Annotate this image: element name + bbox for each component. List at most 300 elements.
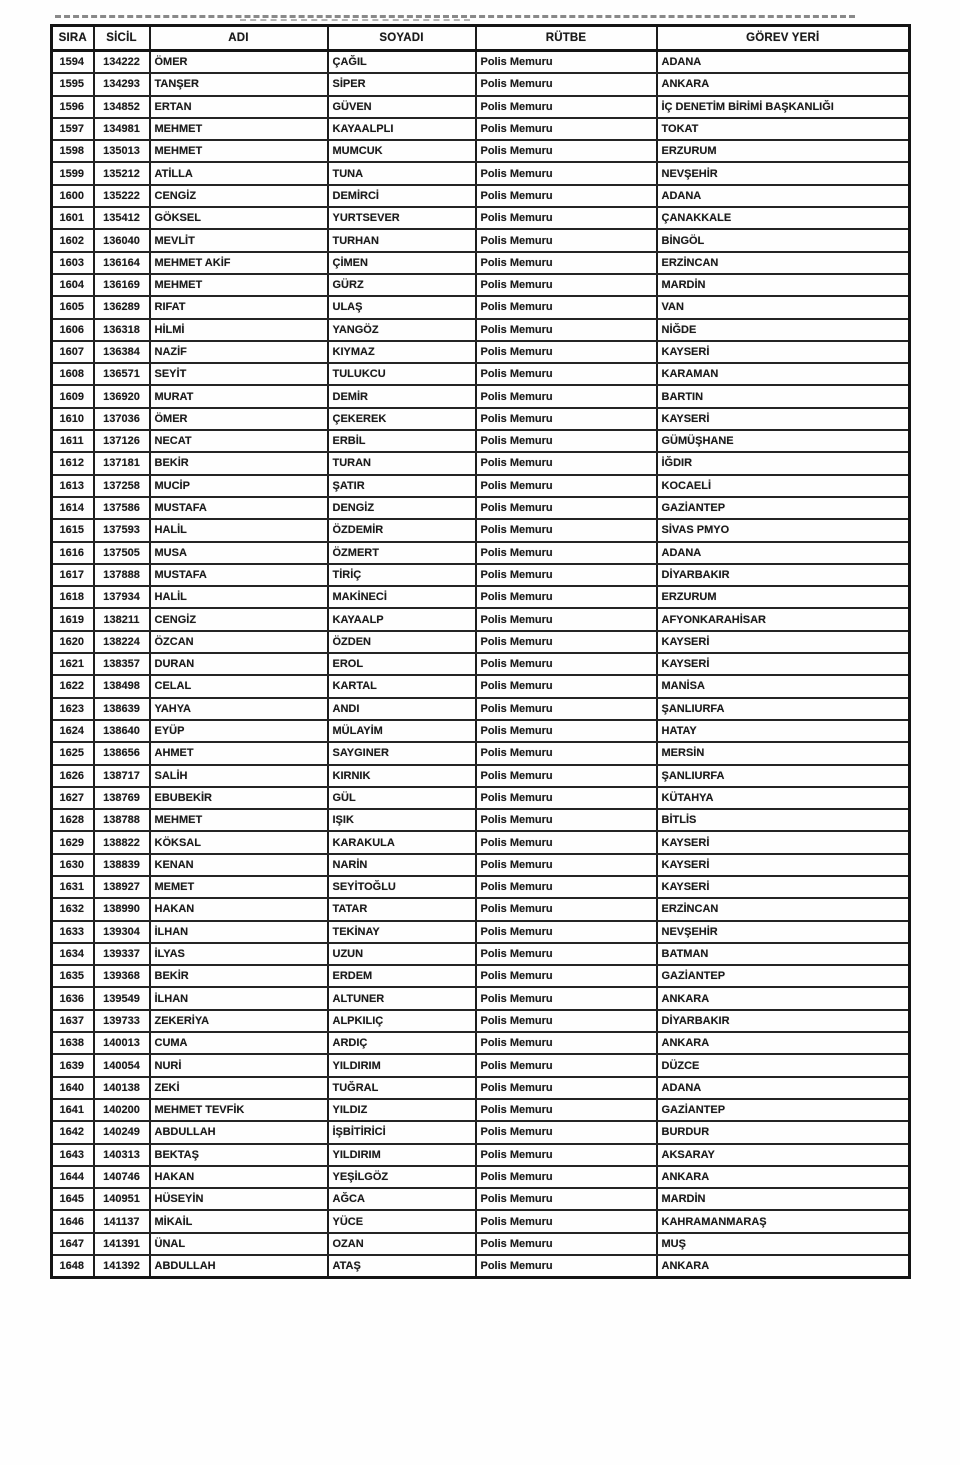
cell-sira: 1602 bbox=[52, 229, 94, 251]
cell-gorev-yeri: MUŞ bbox=[657, 1233, 910, 1255]
table-row bbox=[52, 319, 910, 341]
cell-gorev-yeri: KAYSERİ bbox=[657, 408, 910, 430]
cell-gorev-yeri: DİYARBAKIR bbox=[657, 564, 910, 586]
cell-adi: SEYİT bbox=[150, 363, 328, 385]
cell-sicil: 139368 bbox=[94, 965, 150, 987]
cell-adi: MEMET bbox=[150, 876, 328, 898]
cell-sira: 1639 bbox=[52, 1054, 94, 1076]
cell-adi: GÖKSEL bbox=[150, 207, 328, 229]
table-row bbox=[52, 185, 910, 207]
cell-rutbe: Polis Memuru bbox=[476, 1032, 657, 1054]
cell-sira: 1628 bbox=[52, 809, 94, 831]
cell-sira: 1627 bbox=[52, 787, 94, 809]
column-header-adi: ADI bbox=[150, 26, 328, 51]
cell-soyadi: TATAR bbox=[328, 898, 476, 920]
cell-soyadi: YANGÖZ bbox=[328, 319, 476, 341]
cell-rutbe: Polis Memuru bbox=[476, 586, 657, 608]
cell-sira: 1635 bbox=[52, 965, 94, 987]
cell-adi: NURİ bbox=[150, 1054, 328, 1076]
cell-soyadi: ALTUNER bbox=[328, 987, 476, 1009]
cell-gorev-yeri: ERZURUM bbox=[657, 586, 910, 608]
cell-soyadi: YEŞİLGÖZ bbox=[328, 1166, 476, 1188]
cell-adi: ÜNAL bbox=[150, 1233, 328, 1255]
cell-soyadi: ARDIÇ bbox=[328, 1032, 476, 1054]
cell-adi: NECAT bbox=[150, 430, 328, 452]
cell-sicil: 138717 bbox=[94, 765, 150, 787]
cell-sira: 1597 bbox=[52, 118, 94, 140]
cell-adi: MUSTAFA bbox=[150, 497, 328, 519]
cell-soyadi: AĞCA bbox=[328, 1188, 476, 1210]
cell-adi: ÖMER bbox=[150, 51, 328, 74]
cell-sicil: 134293 bbox=[94, 73, 150, 95]
cell-sicil: 137036 bbox=[94, 408, 150, 430]
cell-sicil: 140013 bbox=[94, 1032, 150, 1054]
cell-gorev-yeri: ADANA bbox=[657, 1077, 910, 1099]
cell-rutbe: Polis Memuru bbox=[476, 675, 657, 697]
cell-gorev-yeri: KAYSERİ bbox=[657, 854, 910, 876]
cell-adi: ZEKİ bbox=[150, 1077, 328, 1099]
cell-adi: HİLMİ bbox=[150, 319, 328, 341]
cell-gorev-yeri: DİYARBAKIR bbox=[657, 1010, 910, 1032]
cell-soyadi: TUNA bbox=[328, 162, 476, 184]
table-row bbox=[52, 698, 910, 720]
cell-rutbe: Polis Memuru bbox=[476, 1233, 657, 1255]
cell-rutbe: Polis Memuru bbox=[476, 274, 657, 296]
cell-gorev-yeri: KOCAELİ bbox=[657, 475, 910, 497]
table-row bbox=[52, 542, 910, 564]
table-row bbox=[52, 497, 910, 519]
table-row bbox=[52, 162, 910, 184]
column-header-gorev-yeri: GÖREV YERİ bbox=[657, 26, 910, 51]
table-row bbox=[52, 943, 910, 965]
table-row bbox=[52, 252, 910, 274]
cell-soyadi: YURTSEVER bbox=[328, 207, 476, 229]
cell-adi: BEKTAŞ bbox=[150, 1144, 328, 1166]
cell-sicil: 140313 bbox=[94, 1144, 150, 1166]
cell-sira: 1595 bbox=[52, 73, 94, 95]
table-row bbox=[52, 296, 910, 318]
cell-gorev-yeri: ANKARA bbox=[657, 987, 910, 1009]
cell-adi: İLYAS bbox=[150, 943, 328, 965]
cell-rutbe: Polis Memuru bbox=[476, 1188, 657, 1210]
cell-rutbe: Polis Memuru bbox=[476, 921, 657, 943]
cell-soyadi: KAYAALPLI bbox=[328, 118, 476, 140]
cell-soyadi: TUĞRAL bbox=[328, 1077, 476, 1099]
cell-sicil: 138839 bbox=[94, 854, 150, 876]
cell-rutbe: Polis Memuru bbox=[476, 831, 657, 853]
cell-gorev-yeri: SİVAS PMYO bbox=[657, 519, 910, 541]
cell-rutbe: Polis Memuru bbox=[476, 742, 657, 764]
cell-adi: MURAT bbox=[150, 385, 328, 407]
cell-soyadi: EROL bbox=[328, 653, 476, 675]
cell-gorev-yeri: KAHRAMANMARAŞ bbox=[657, 1210, 910, 1232]
cell-sicil: 137126 bbox=[94, 430, 150, 452]
cell-rutbe: Polis Memuru bbox=[476, 296, 657, 318]
cell-rutbe: Polis Memuru bbox=[476, 1010, 657, 1032]
cell-sicil: 140054 bbox=[94, 1054, 150, 1076]
cell-adi: MİKAİL bbox=[150, 1210, 328, 1232]
cell-rutbe: Polis Memuru bbox=[476, 140, 657, 162]
cell-gorev-yeri: KÜTAHYA bbox=[657, 787, 910, 809]
cell-sira: 1596 bbox=[52, 96, 94, 118]
cell-adi: BEKİR bbox=[150, 452, 328, 474]
cell-sira: 1620 bbox=[52, 631, 94, 653]
table-row bbox=[52, 987, 910, 1009]
cell-rutbe: Polis Memuru bbox=[476, 698, 657, 720]
cell-adi: ABDULLAH bbox=[150, 1121, 328, 1143]
cell-adi: MEVLİT bbox=[150, 229, 328, 251]
cell-sicil: 140951 bbox=[94, 1188, 150, 1210]
cell-gorev-yeri: ANKARA bbox=[657, 73, 910, 95]
cell-soyadi: İŞBİTİRİCİ bbox=[328, 1121, 476, 1143]
cell-adi: MEHMET AKİF bbox=[150, 252, 328, 274]
table-row bbox=[52, 1233, 910, 1255]
cell-soyadi: ERDEM bbox=[328, 965, 476, 987]
cell-sicil: 138990 bbox=[94, 898, 150, 920]
table-row bbox=[52, 608, 910, 630]
cell-adi: RIFAT bbox=[150, 296, 328, 318]
cell-adi: CUMA bbox=[150, 1032, 328, 1054]
cell-rutbe: Polis Memuru bbox=[476, 898, 657, 920]
cell-sicil: 140200 bbox=[94, 1099, 150, 1121]
cell-gorev-yeri: BİTLİS bbox=[657, 809, 910, 831]
cell-rutbe: Polis Memuru bbox=[476, 608, 657, 630]
table-row bbox=[52, 564, 910, 586]
cell-adi: BEKİR bbox=[150, 965, 328, 987]
table-row bbox=[52, 586, 910, 608]
cell-soyadi: KIYMAZ bbox=[328, 341, 476, 363]
cell-soyadi: ALPKILIÇ bbox=[328, 1010, 476, 1032]
cell-gorev-yeri: NEVŞEHİR bbox=[657, 921, 910, 943]
cell-rutbe: Polis Memuru bbox=[476, 452, 657, 474]
cell-gorev-yeri: GÜMÜŞHANE bbox=[657, 430, 910, 452]
cell-sira: 1632 bbox=[52, 898, 94, 920]
cell-adi: ATİLLA bbox=[150, 162, 328, 184]
cell-rutbe: Polis Memuru bbox=[476, 207, 657, 229]
cell-gorev-yeri: ANKARA bbox=[657, 1166, 910, 1188]
cell-sicil: 141392 bbox=[94, 1255, 150, 1278]
table-row bbox=[52, 1166, 910, 1188]
cell-sira: 1603 bbox=[52, 252, 94, 274]
cell-adi: MUSA bbox=[150, 542, 328, 564]
cell-sicil: 138357 bbox=[94, 653, 150, 675]
cell-gorev-yeri: BURDUR bbox=[657, 1121, 910, 1143]
cell-sira: 1630 bbox=[52, 854, 94, 876]
table-row bbox=[52, 118, 910, 140]
personnel-table bbox=[50, 24, 911, 1279]
cell-sicil: 136164 bbox=[94, 252, 150, 274]
cell-rutbe: Polis Memuru bbox=[476, 51, 657, 74]
cell-rutbe: Polis Memuru bbox=[476, 1144, 657, 1166]
cell-sicil: 136169 bbox=[94, 274, 150, 296]
table-row bbox=[52, 1010, 910, 1032]
cell-sicil: 137586 bbox=[94, 497, 150, 519]
cell-rutbe: Polis Memuru bbox=[476, 720, 657, 742]
cell-soyadi: ÖZMERT bbox=[328, 542, 476, 564]
cell-sira: 1609 bbox=[52, 385, 94, 407]
cell-adi: HAKAN bbox=[150, 898, 328, 920]
cell-sira: 1644 bbox=[52, 1166, 94, 1188]
cell-sicil: 134981 bbox=[94, 118, 150, 140]
cell-gorev-yeri: VAN bbox=[657, 296, 910, 318]
cell-rutbe: Polis Memuru bbox=[476, 1054, 657, 1076]
cell-rutbe: Polis Memuru bbox=[476, 542, 657, 564]
cell-soyadi: ULAŞ bbox=[328, 296, 476, 318]
cell-soyadi: DENGİZ bbox=[328, 497, 476, 519]
cell-sira: 1641 bbox=[52, 1099, 94, 1121]
cell-sicil: 136384 bbox=[94, 341, 150, 363]
cell-adi: EYÜP bbox=[150, 720, 328, 742]
cell-rutbe: Polis Memuru bbox=[476, 1210, 657, 1232]
table-row bbox=[52, 96, 910, 118]
cell-rutbe: Polis Memuru bbox=[476, 475, 657, 497]
cell-sira: 1646 bbox=[52, 1210, 94, 1232]
cell-sicil: 137593 bbox=[94, 519, 150, 541]
table-row bbox=[52, 742, 910, 764]
cell-sira: 1613 bbox=[52, 475, 94, 497]
cell-adi: DURAN bbox=[150, 653, 328, 675]
cell-soyadi: YÜCE bbox=[328, 1210, 476, 1232]
cell-adi: ZEKERİYA bbox=[150, 1010, 328, 1032]
cell-sicil: 139304 bbox=[94, 921, 150, 943]
table-header-row bbox=[52, 26, 910, 51]
table-row bbox=[52, 519, 910, 541]
cell-gorev-yeri: ANKARA bbox=[657, 1032, 910, 1054]
cell-sicil: 136920 bbox=[94, 385, 150, 407]
cell-gorev-yeri: KAYSERİ bbox=[657, 341, 910, 363]
cell-sira: 1616 bbox=[52, 542, 94, 564]
cell-adi: CENGİZ bbox=[150, 185, 328, 207]
cell-gorev-yeri: GAZİANTEP bbox=[657, 497, 910, 519]
table-row bbox=[52, 876, 910, 898]
cell-sira: 1611 bbox=[52, 430, 94, 452]
cell-soyadi: KIRNIK bbox=[328, 765, 476, 787]
cell-gorev-yeri: MARDİN bbox=[657, 1188, 910, 1210]
table-row bbox=[52, 1121, 910, 1143]
cell-gorev-yeri: ADANA bbox=[657, 185, 910, 207]
cell-sicil: 136289 bbox=[94, 296, 150, 318]
cell-gorev-yeri: KAYSERİ bbox=[657, 631, 910, 653]
cell-rutbe: Polis Memuru bbox=[476, 185, 657, 207]
cell-sicil: 138224 bbox=[94, 631, 150, 653]
cell-soyadi: NARİN bbox=[328, 854, 476, 876]
cell-gorev-yeri: KARAMAN bbox=[657, 363, 910, 385]
cell-rutbe: Polis Memuru bbox=[476, 1077, 657, 1099]
cell-sira: 1608 bbox=[52, 363, 94, 385]
cell-gorev-yeri: BATMAN bbox=[657, 943, 910, 965]
cell-gorev-yeri: KAYSERİ bbox=[657, 831, 910, 853]
cell-adi: MEHMET TEVFİK bbox=[150, 1099, 328, 1121]
table-row bbox=[52, 809, 910, 831]
cell-gorev-yeri: BİNGÖL bbox=[657, 229, 910, 251]
cell-adi: CELAL bbox=[150, 675, 328, 697]
cell-adi: KENAN bbox=[150, 854, 328, 876]
cell-sira: 1607 bbox=[52, 341, 94, 363]
cell-sicil: 141137 bbox=[94, 1210, 150, 1232]
cell-sira: 1610 bbox=[52, 408, 94, 430]
cell-soyadi: TULUKCU bbox=[328, 363, 476, 385]
cell-gorev-yeri: ŞANLIURFA bbox=[657, 765, 910, 787]
cell-soyadi: ERBİL bbox=[328, 430, 476, 452]
cell-adi: ERTAN bbox=[150, 96, 328, 118]
cell-rutbe: Polis Memuru bbox=[476, 1166, 657, 1188]
cell-gorev-yeri: MERSİN bbox=[657, 742, 910, 764]
cell-soyadi: GÜL bbox=[328, 787, 476, 809]
cell-soyadi: ŞATIR bbox=[328, 475, 476, 497]
cell-adi: ÖZCAN bbox=[150, 631, 328, 653]
table-row bbox=[52, 430, 910, 452]
cell-sira: 1623 bbox=[52, 698, 94, 720]
cell-rutbe: Polis Memuru bbox=[476, 341, 657, 363]
cell-sicil: 137505 bbox=[94, 542, 150, 564]
cell-sira: 1640 bbox=[52, 1077, 94, 1099]
cell-sira: 1605 bbox=[52, 296, 94, 318]
table-row bbox=[52, 1054, 910, 1076]
cell-rutbe: Polis Memuru bbox=[476, 430, 657, 452]
cell-sira: 1601 bbox=[52, 207, 94, 229]
cell-gorev-yeri: ERZİNCAN bbox=[657, 252, 910, 274]
cell-adi: NAZİF bbox=[150, 341, 328, 363]
table-row bbox=[52, 675, 910, 697]
cell-adi: İLHAN bbox=[150, 921, 328, 943]
cell-soyadi: ÖZDEN bbox=[328, 631, 476, 653]
cell-rutbe: Polis Memuru bbox=[476, 1099, 657, 1121]
cell-sicil: 136571 bbox=[94, 363, 150, 385]
cell-gorev-yeri: HATAY bbox=[657, 720, 910, 742]
cell-sira: 1619 bbox=[52, 608, 94, 630]
table-row bbox=[52, 1032, 910, 1054]
scan-artifact-line bbox=[55, 15, 855, 18]
cell-sira: 1645 bbox=[52, 1188, 94, 1210]
cell-soyadi: ÇAĞIL bbox=[328, 51, 476, 74]
cell-sira: 1625 bbox=[52, 742, 94, 764]
cell-gorev-yeri: TOKAT bbox=[657, 118, 910, 140]
cell-soyadi: MAKİNECİ bbox=[328, 586, 476, 608]
cell-rutbe: Polis Memuru bbox=[476, 497, 657, 519]
scan-artifact-line bbox=[240, 19, 470, 21]
cell-adi: TANŞER bbox=[150, 73, 328, 95]
cell-rutbe: Polis Memuru bbox=[476, 229, 657, 251]
column-header-sira: SIRA bbox=[52, 26, 94, 51]
table-row bbox=[52, 363, 910, 385]
cell-gorev-yeri: GAZİANTEP bbox=[657, 965, 910, 987]
cell-soyadi: OZAN bbox=[328, 1233, 476, 1255]
table-row bbox=[52, 898, 910, 920]
table-row bbox=[52, 921, 910, 943]
cell-soyadi: KAYAALP bbox=[328, 608, 476, 630]
cell-sicil: 140138 bbox=[94, 1077, 150, 1099]
table-row bbox=[52, 1099, 910, 1121]
cell-soyadi: ÖZDEMİR bbox=[328, 519, 476, 541]
cell-sira: 1629 bbox=[52, 831, 94, 853]
cell-sira: 1638 bbox=[52, 1032, 94, 1054]
cell-soyadi: YILDIRIM bbox=[328, 1054, 476, 1076]
cell-soyadi: KARAKULA bbox=[328, 831, 476, 853]
cell-soyadi: IŞIK bbox=[328, 809, 476, 831]
cell-sicil: 138639 bbox=[94, 698, 150, 720]
table-row bbox=[52, 831, 910, 853]
cell-rutbe: Polis Memuru bbox=[476, 408, 657, 430]
cell-gorev-yeri: MARDİN bbox=[657, 274, 910, 296]
cell-adi: HAKAN bbox=[150, 1166, 328, 1188]
cell-gorev-yeri: ADANA bbox=[657, 51, 910, 74]
table-row bbox=[52, 274, 910, 296]
cell-adi: MEHMET bbox=[150, 118, 328, 140]
cell-sicil: 138211 bbox=[94, 608, 150, 630]
cell-rutbe: Polis Memuru bbox=[476, 319, 657, 341]
cell-sira: 1598 bbox=[52, 140, 94, 162]
cell-adi: MUCİP bbox=[150, 475, 328, 497]
column-header-sicil: SİCİL bbox=[94, 26, 150, 51]
cell-adi: HÜSEYİN bbox=[150, 1188, 328, 1210]
cell-sicil: 138498 bbox=[94, 675, 150, 697]
cell-soyadi: TURAN bbox=[328, 452, 476, 474]
cell-sicil: 139549 bbox=[94, 987, 150, 1009]
table-row bbox=[52, 51, 910, 74]
cell-soyadi: SEYİTOĞLU bbox=[328, 876, 476, 898]
cell-sicil: 137934 bbox=[94, 586, 150, 608]
column-header-soyadi: SOYADI bbox=[328, 26, 476, 51]
table-row bbox=[52, 854, 910, 876]
cell-gorev-yeri: NİĞDE bbox=[657, 319, 910, 341]
cell-rutbe: Polis Memuru bbox=[476, 653, 657, 675]
cell-soyadi: GÜRZ bbox=[328, 274, 476, 296]
cell-soyadi: ATAŞ bbox=[328, 1255, 476, 1278]
table-row bbox=[52, 341, 910, 363]
cell-soyadi: ÇEKEREK bbox=[328, 408, 476, 430]
cell-rutbe: Polis Memuru bbox=[476, 854, 657, 876]
cell-sira: 1642 bbox=[52, 1121, 94, 1143]
cell-sira: 1637 bbox=[52, 1010, 94, 1032]
cell-gorev-yeri: KAYSERİ bbox=[657, 653, 910, 675]
cell-sicil: 137888 bbox=[94, 564, 150, 586]
cell-rutbe: Polis Memuru bbox=[476, 519, 657, 541]
cell-adi: KÖKSAL bbox=[150, 831, 328, 853]
cell-adi: EBUBEKİR bbox=[150, 787, 328, 809]
cell-sira: 1634 bbox=[52, 943, 94, 965]
cell-gorev-yeri: KAYSERİ bbox=[657, 876, 910, 898]
cell-gorev-yeri: ERZURUM bbox=[657, 140, 910, 162]
table-row bbox=[52, 385, 910, 407]
cell-sicil: 135013 bbox=[94, 140, 150, 162]
cell-sicil: 134222 bbox=[94, 51, 150, 74]
cell-rutbe: Polis Memuru bbox=[476, 162, 657, 184]
cell-soyadi: UZUN bbox=[328, 943, 476, 965]
cell-sira: 1621 bbox=[52, 653, 94, 675]
cell-rutbe: Polis Memuru bbox=[476, 564, 657, 586]
cell-sira: 1606 bbox=[52, 319, 94, 341]
cell-soyadi: KARTAL bbox=[328, 675, 476, 697]
table-row bbox=[52, 1188, 910, 1210]
table-row bbox=[52, 207, 910, 229]
table-row bbox=[52, 765, 910, 787]
table-row bbox=[52, 229, 910, 251]
cell-gorev-yeri: DÜZCE bbox=[657, 1054, 910, 1076]
cell-adi: SALİH bbox=[150, 765, 328, 787]
cell-sicil: 138640 bbox=[94, 720, 150, 742]
cell-sicil: 134852 bbox=[94, 96, 150, 118]
cell-rutbe: Polis Memuru bbox=[476, 118, 657, 140]
cell-soyadi: SAYGINER bbox=[328, 742, 476, 764]
table-row bbox=[52, 787, 910, 809]
cell-sicil: 138769 bbox=[94, 787, 150, 809]
cell-soyadi: DEMİRCİ bbox=[328, 185, 476, 207]
cell-sira: 1631 bbox=[52, 876, 94, 898]
column-header-rutbe: RÜTBE bbox=[476, 26, 657, 51]
cell-gorev-yeri: AKSARAY bbox=[657, 1144, 910, 1166]
cell-sira: 1614 bbox=[52, 497, 94, 519]
cell-sicil: 137181 bbox=[94, 452, 150, 474]
